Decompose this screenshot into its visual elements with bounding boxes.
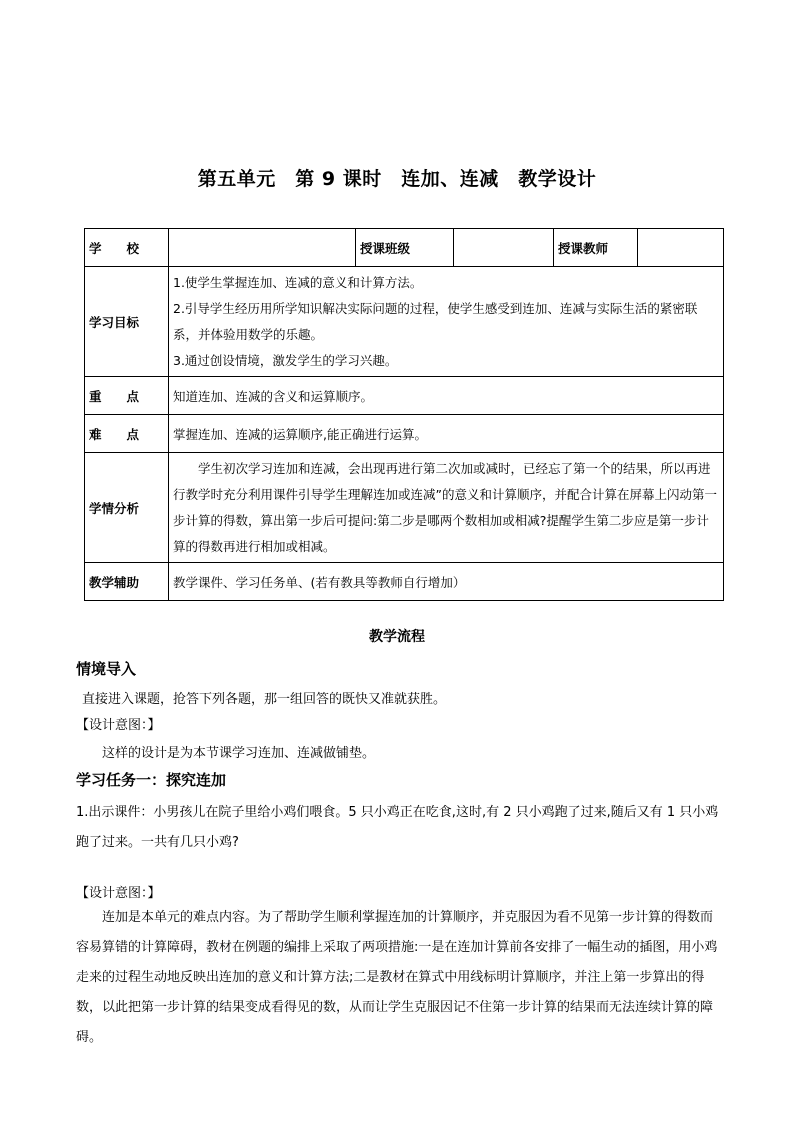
intro-intent-label: 【设计意图：】	[76, 718, 161, 733]
intro-text: 直接进入课题，抢答下列各题，那一组回答的既快又准就获胜。	[82, 692, 447, 707]
difficulty-label: 难 点	[85, 415, 169, 453]
page-title: 第五单元 第 9 课时 连加、连减 教学设计	[197, 168, 597, 190]
table-row	[85, 453, 724, 563]
table-row	[85, 415, 724, 453]
goal-item: 3.通过创设情境，激发学生的学习兴趣。	[173, 352, 398, 368]
school-value	[169, 229, 356, 267]
key-label: 重 点	[85, 377, 169, 415]
goal-item: 1.使学生掌握连加、连减的意义和计算方法。	[173, 274, 423, 290]
section-heading-intro: 情境导入	[76, 660, 137, 678]
teacher-value	[638, 229, 724, 267]
goals-cell	[169, 267, 724, 377]
section-heading-task1: 学习任务一：探究连加	[76, 771, 227, 789]
task1-intent-label: 【设计意图：】	[76, 886, 161, 901]
class-value	[454, 229, 554, 267]
aids-label: 教学辅助	[85, 563, 169, 601]
table-row	[85, 267, 724, 377]
key-text: 知道连加、连减的含义和运算顺序。	[169, 377, 724, 415]
table-row	[85, 229, 724, 267]
teacher-label: 授课教师	[554, 229, 638, 267]
table-row	[85, 563, 724, 601]
task1-text: 1.出示课件：小男孩儿在院子里给小鸡们喂食。5 只小鸡正在吃食,这时,有 2 只小鸡跑了过来,随后又有 1 只小鸡跑了过来。一共有几只小鸡?	[76, 805, 719, 850]
goal-item: 2.引导学生经历用所学知识解决实际问题的过程，使学生感受到连加、连减与实际生活的紧密联系，并体验用数学的乐趣。	[173, 300, 698, 342]
analysis-text: 学生初次学习连加和连减，会出现再进行第二次加或减时，已经忘了第一个的结果，所以再进行教学时充分利用课件引导学生理解连加或连减”的意义和计算顺序，并配合计算在屏幕上闪动第一步计算的得数，算出第一步后可提问:第二步是哪两个数相加或相减?提醒学生第二步应是第一步计算的得数再进行相加或相减。	[169, 453, 724, 563]
analysis-label: 学情分析	[85, 453, 169, 563]
difficulty-text: 掌握连加、连减的运算顺序,能正确进行运算。	[169, 415, 724, 453]
intro-intent-text: 这样的设计是为本节课学习连加、连减做铺垫。	[102, 746, 376, 761]
task1-intent-text: 连加是本单元的难点内容。为了帮助学生顺利掌握连加的计算顺序，并克服因为看不见第一步计算的得数而容易算错的计算障碍，教材在例题的编排上采取了两项措施:一是在连加计算前各安排了一幅生动的插图，用小鸡走来的过程生动地反映出连加的意义和计算方法;二是教材在算式中用线标明计算顺序，并注上第一步算出的得数，以此把第一步计算的结果变成看得见的数，从而让学生克服因记不住第一步计算的结果而无法连续计算的障碍。	[76, 910, 718, 1045]
school-label: 学 校	[85, 229, 169, 267]
class-label: 授课班级	[356, 229, 454, 267]
flow-title: 教学流程	[369, 629, 425, 645]
goals-label: 学习目标	[85, 267, 169, 377]
table-row	[85, 377, 724, 415]
aids-text: 教学课件、学习任务单、(若有教具等教师自行增加）	[169, 563, 724, 601]
lesson-info-table	[84, 228, 724, 601]
